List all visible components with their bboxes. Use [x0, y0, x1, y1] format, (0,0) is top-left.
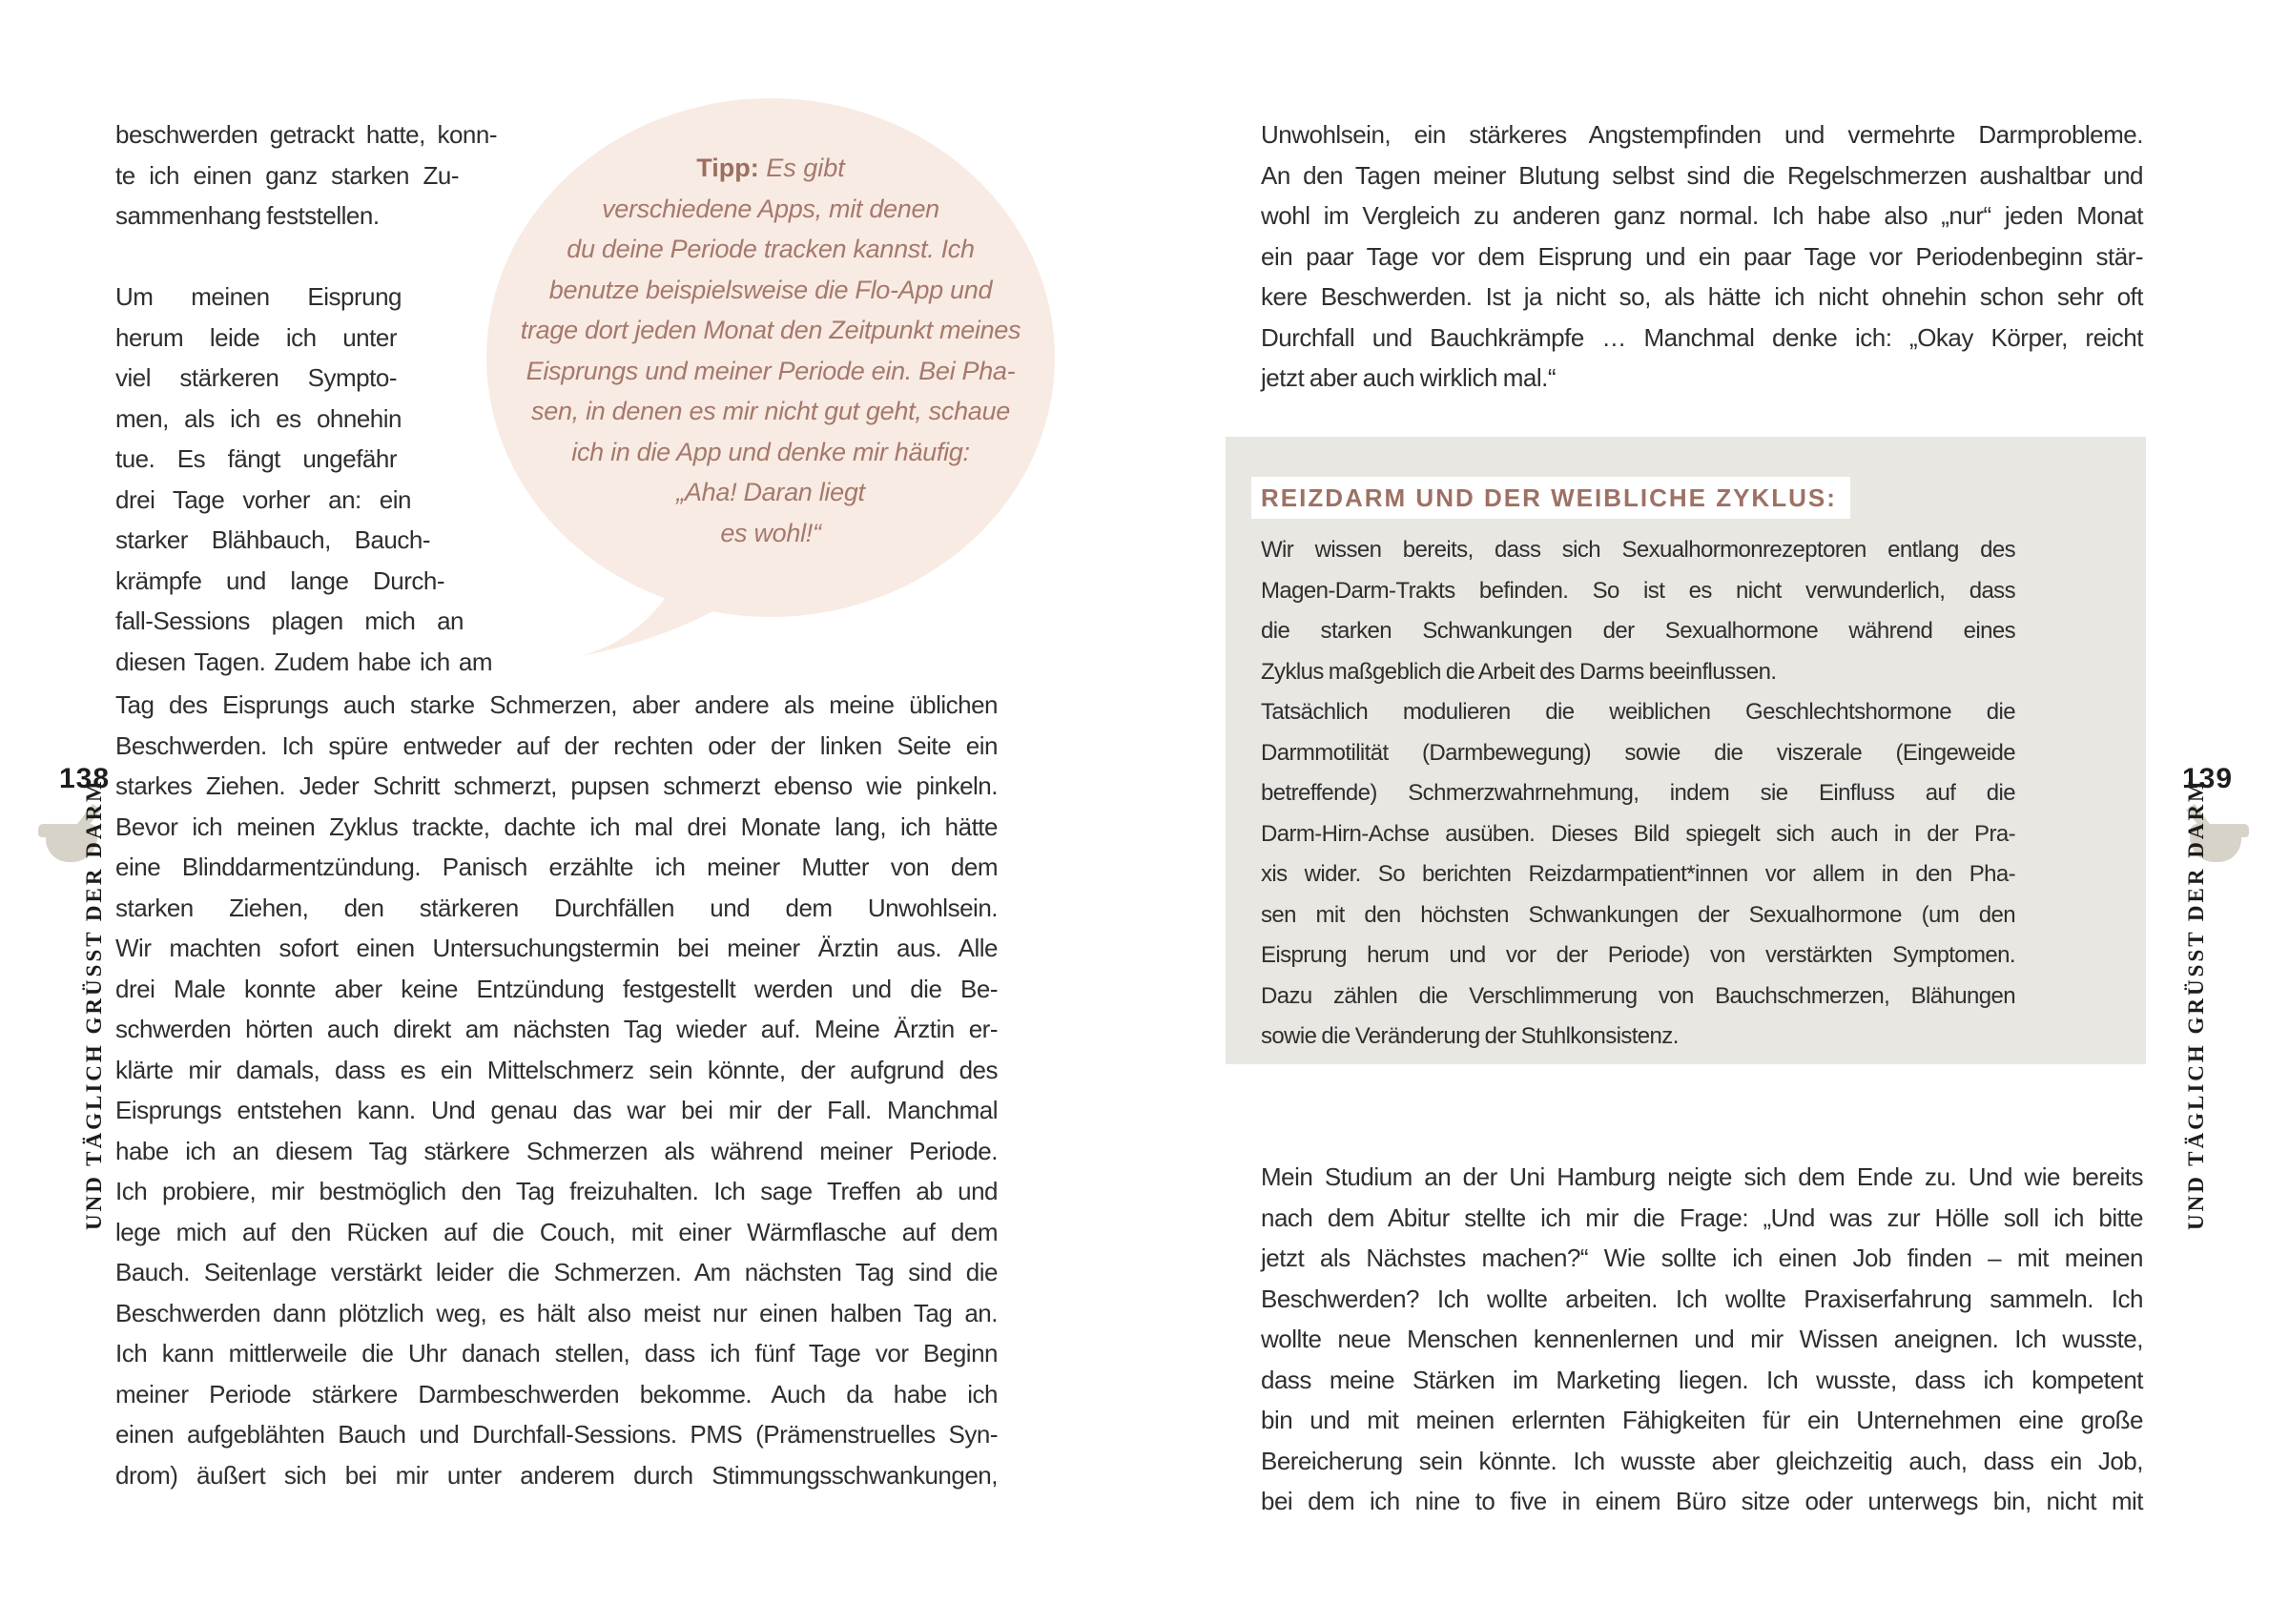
text-line: beschwerden getrackt hatte, konn-: [115, 120, 497, 149]
text-line: Mein Studium an der Uni Hamburg neigte sich dem Ende zu. Und wie bereits: [1261, 1162, 2143, 1191]
text-line: nach dem Abitur stellte ich mir die Frage: „Und was zur Hölle soll ich bitte: [1261, 1203, 2143, 1232]
text-line: Zyklus maßgeblich die Arbeit des Darms beeinflussen.: [1261, 658, 1777, 685]
tip-bubble-lines: [505, 189, 1036, 554]
text-line: lege mich auf den Rücken auf die Couch, mit einer Wärmflasche auf dem: [115, 1217, 998, 1246]
text-line: sen mit den höchsten Schwankungen der Sexualhormone (um den: [1261, 901, 2015, 928]
text-line: Darmmotilität (Darmbewegung) sowie die viszerale (Eingeweide: [1261, 739, 2015, 766]
page-number-left: 138: [59, 763, 111, 794]
text-line: verschiedene Apps, mit denen: [602, 194, 939, 223]
text-line: starker Blähbauch, Bauch-: [115, 525, 430, 554]
text-line: drei Tage vorher an: ein: [115, 484, 411, 514]
text-line: jetzt als Nächstes machen?“ Wie sollte ich einen Job finden – mit meinen: [1261, 1244, 2143, 1272]
running-title-right: UND TÄGLICH GRÜSST DER DARM: [2184, 778, 2208, 1230]
text-line: herum leide ich unter: [115, 322, 397, 352]
tip-bubble-first-line: [505, 148, 1036, 189]
text-line: sowie die Veränderung der Stuhlkonsistenz.: [1261, 1023, 1679, 1049]
text-line: habe ich an diesem Tag stärkere Schmerzen als während meiner Periode.: [115, 1136, 998, 1165]
left-page-main-text: [115, 685, 998, 1495]
text-line: Beschwerden. Ich spüre entweder auf der rechten oder der linken Seite ein: [115, 730, 998, 760]
text-line: Eisprung herum und vor der Periode) von verstärkten Symptomen.: [1261, 942, 2015, 968]
right-page-paragraph-2: [1261, 1157, 2143, 1522]
text-line: ein paar Tage vor dem Eisprung und ein paar Tage vor Periodenbeginn stär-: [1261, 241, 2143, 271]
tip-text-start: Es gibt: [758, 154, 845, 182]
info-box-heading: REIZDARM UND DER WEIBLICHE ZYKLUS:: [1251, 477, 1850, 519]
text-line: Ich probiere, mir bestmöglich den Tag freizuhalten. Ich sage Treffen ab und: [115, 1177, 998, 1205]
text-line: starken Ziehen, den stärkeren Durchfällen und dem Unwohlsein.: [115, 893, 998, 922]
text-line: jetzt aber auch wirklich mal.“: [1261, 363, 1556, 392]
text-line: du deine Periode tracken kannst. Ich: [567, 235, 975, 263]
text-line: ich in die App und denke mir häufig:: [571, 437, 970, 466]
text-line: Wir wissen bereits, dass sich Sexualhormonrezeptoren entlang des: [1261, 537, 2015, 563]
text-line: einen aufgeblähten Bauch und Durchfall-Sessions. PMS (Prämenstruelles Syn-: [115, 1420, 998, 1449]
text-line: „Aha! Daran liegt: [676, 478, 865, 506]
text-line: es wohl!“: [720, 518, 821, 547]
text-line: Magen-Darm-Trakts befinden. So ist es nicht verwunderlich, dass: [1261, 577, 2015, 604]
info-box-paragraph: [1261, 692, 2015, 1058]
page-number-right: 139: [2182, 763, 2234, 794]
text-line: die starken Schwankungen der Sexualhormone während eines: [1261, 618, 2015, 644]
text-line: Durchfall und Bauchkrämpfe … Manchmal denke ich: „Okay Körper, reicht: [1261, 322, 2143, 352]
text-line: Tatsächlich modulieren die weiblichen Geschlechtshormone die: [1261, 699, 2015, 725]
text-line: Beschwerden dann plötzlich weg, es hält also meist nur einen halben Tag an.: [115, 1298, 998, 1327]
text-line: wohl im Vergleich zu anderen ganz normal. Ich habe also „nur“ jeden Monat: [1261, 201, 2143, 230]
text-line: dass meine Stärken im Marketing liegen. Ich wusste, dass ich kompetent: [1261, 1365, 2143, 1394]
text-line: Unwohlsein, ein stärkeres Angstempfinden und vermehrte Darmprobleme.: [1261, 120, 2143, 149]
info-box: [1226, 437, 2146, 1064]
text-line: Ich kann mittlerweile die Uhr danach stellen, dass ich fünf Tage vor Beginn: [115, 1339, 998, 1367]
text-line: kere Beschwerden. Ist ja nicht so, als hätte ich nicht ohnehin schon sehr oft: [1261, 282, 2143, 311]
text-line: eine Blinddarmentzündung. Panisch erzählte ich meiner Mutter von dem: [115, 853, 998, 881]
text-line: men, als ich es ohnehin: [115, 403, 402, 433]
text-line: Eisprungs und meiner Periode ein. Bei Pha-: [526, 356, 1016, 385]
text-line: klärte mir damals, dass es ein Mittelschmerz sein könnte, der aufgrund des: [115, 1055, 998, 1084]
text-line: krämpfe und lange Durch-: [115, 565, 444, 595]
info-box-paragraph: [1261, 530, 2015, 692]
text-line: Eisprungs entstehen kann. Und genau das war bei mir der Fall. Manchmal: [115, 1096, 998, 1124]
text-line: Tag des Eisprungs auch starke Schmerzen, aber andere als meine üblichen: [115, 690, 998, 719]
text-line: diesen Tagen. Zudem habe ich am: [115, 647, 492, 676]
text-line: Bereicherung sein könnte. Ich wusste aber gleichzeitig auch, dass ein Job,: [1261, 1446, 2143, 1475]
text-line: tue. Es fängt ungefähr: [115, 444, 397, 473]
text-line: Bauch. Seitenlage verstärkt leider die Schmerzen. Am nächsten Tag sind die: [115, 1258, 998, 1286]
text-line: sammenhang feststellen.: [115, 201, 380, 230]
tip-label: Tipp:: [696, 154, 759, 182]
running-title-left: UND TÄGLICH GRÜSST DER DARM: [82, 778, 106, 1230]
text-line: drom) äußert sich bei mir unter anderem durch Stimmungsschwankungen,: [115, 1460, 998, 1490]
text-line: An den Tagen meiner Blutung selbst sind die Regelschmerzen aushaltbar und: [1261, 160, 2143, 190]
text-line: bin und mit meinen erlernten Fähigkeiten für ein Unternehmen eine große: [1261, 1406, 2143, 1434]
text-line: Um meinen Eisprung: [115, 282, 402, 311]
text-line: bei dem ich nine to five in einem Büro sitze oder unterwegs bin, nicht mit: [1261, 1487, 2143, 1515]
text-line: Dazu zählen die Verschlimmerung von Bauchschmerzen, Blähungen: [1261, 982, 2015, 1009]
text-line: fall-Sessions plagen mich an: [115, 606, 464, 635]
text-line: drei Male konnte aber keine Entzündung festgestellt werden und die Be-: [115, 974, 998, 1003]
right-page-paragraph-1: [1261, 114, 2143, 399]
text-line: Wir machten sofort einen Untersuchungstermin bei meiner Ärztin aus. Alle: [115, 934, 998, 962]
text-line: Bevor ich meinen Zyklus trackte, dachte ich mal drei Monate lang, ich hätte: [115, 812, 998, 841]
text-line: starkes Ziehen. Jeder Schritt schmerzt, pupsen schmerzt ebenso wie pinkeln.: [115, 771, 998, 800]
text-line: Beschwerden? Ich wollte arbeiten. Ich wollte Praxiserfahrung sammeln. Ich: [1261, 1284, 2143, 1313]
text-line: betreffende) Schmerzwahrnehmung, indem sie Einfluss auf die: [1261, 780, 2015, 806]
text-line: Darm-Hirn-Achse ausüben. Dieses Bild spiegelt sich auch in der Pra-: [1261, 820, 2015, 847]
text-line: viel stärkeren Sympto-: [115, 363, 397, 392]
text-line: meiner Periode stärkere Darmbeschwerden bekomme. Auch da habe ich: [115, 1379, 998, 1408]
text-line: benutze beispielsweise die Flo-App und: [548, 275, 993, 304]
text-line: trage dort jeden Monat den Zeitpunkt meines: [520, 316, 1021, 344]
text-line: xis wider. So berichten Reizdarmpatient*innen vor allem in den Pha-: [1261, 861, 2015, 887]
text-line: sen, in denen es mir nicht gut geht, schaue: [531, 397, 1010, 425]
text-line: te ich einen ganz starken Zu-: [115, 160, 459, 190]
tip-bubble: [505, 148, 1036, 553]
text-line: schwerden hörten auch direkt am nächsten Tag wieder auf. Meine Ärztin er-: [115, 1015, 998, 1043]
text-line: wollte neue Menschen kennenlernen und mir Wissen aneignen. Ich wusste,: [1261, 1325, 2143, 1353]
